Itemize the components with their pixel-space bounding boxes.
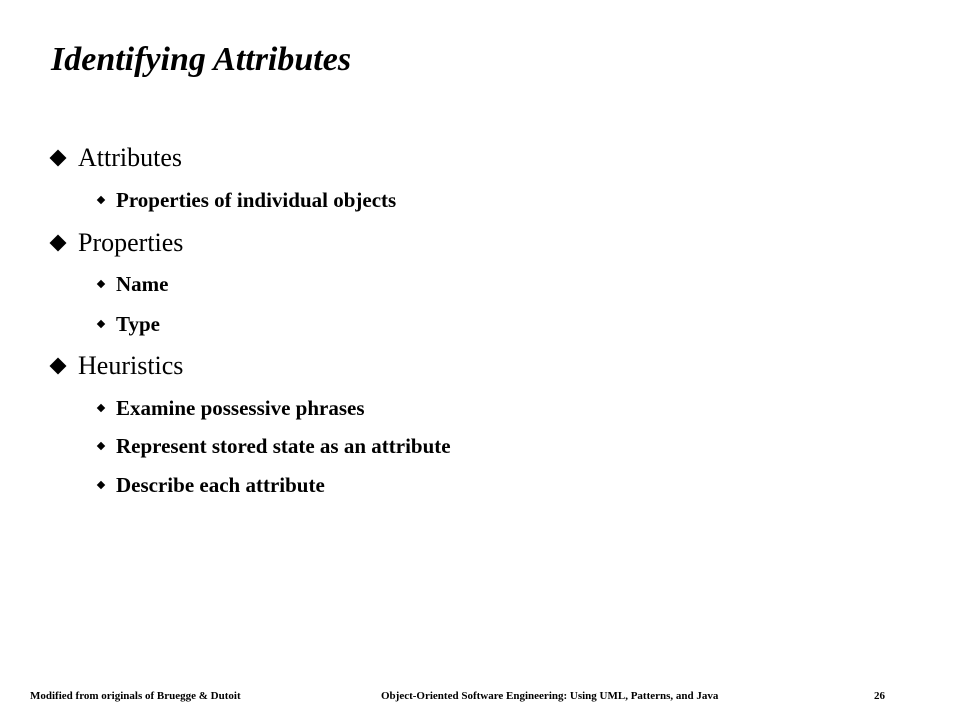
sub-bullet-describe-each-attribute (96, 471, 325, 499)
sub-bullet-text: Type (116, 312, 160, 336)
diamond-bullet-icon (50, 235, 67, 252)
diamond-bullet-icon (50, 150, 67, 167)
bullet-item-properties (50, 227, 183, 259)
diamond-bullet-icon (97, 280, 105, 288)
sub-bullet-type (96, 310, 160, 338)
sub-bullet-text: Describe each attribute (116, 473, 325, 497)
bullet-text: Attributes (78, 143, 182, 172)
sub-bullet-text: Properties of individual objects (116, 188, 397, 212)
sub-bullet-represent-stored-state (96, 432, 451, 460)
sub-bullet-properties-of-individual-objects (96, 186, 396, 214)
sub-bullet-text: Name (116, 272, 169, 296)
diamond-bullet-icon (97, 196, 105, 204)
footer-attribution: Modified from originals of Bruegge & Dutoit (30, 690, 241, 702)
sub-bullet-name (96, 270, 168, 298)
diamond-bullet-icon (50, 358, 67, 375)
diamond-bullet-icon (97, 320, 105, 328)
sub-bullet-text: Examine possessive phrases (116, 396, 365, 420)
footer-course-title: Object-Oriented Software Engineering: Using UML, Patterns, and Java (381, 690, 719, 702)
diamond-bullet-icon (97, 442, 105, 450)
footer-page-number: 26 (874, 690, 885, 702)
bullet-text: Heuristics (78, 351, 184, 380)
diamond-bullet-icon (97, 404, 105, 412)
slide-title: Identifying Attributes (51, 41, 352, 78)
diamond-bullet-icon (97, 481, 105, 489)
sub-bullet-text: Represent stored state as an attribute (116, 434, 451, 458)
bullet-item-attributes (50, 142, 182, 174)
bullet-text: Properties (78, 228, 184, 257)
bullet-item-heuristics (50, 350, 183, 382)
sub-bullet-examine-possessive-phrases (96, 394, 365, 422)
